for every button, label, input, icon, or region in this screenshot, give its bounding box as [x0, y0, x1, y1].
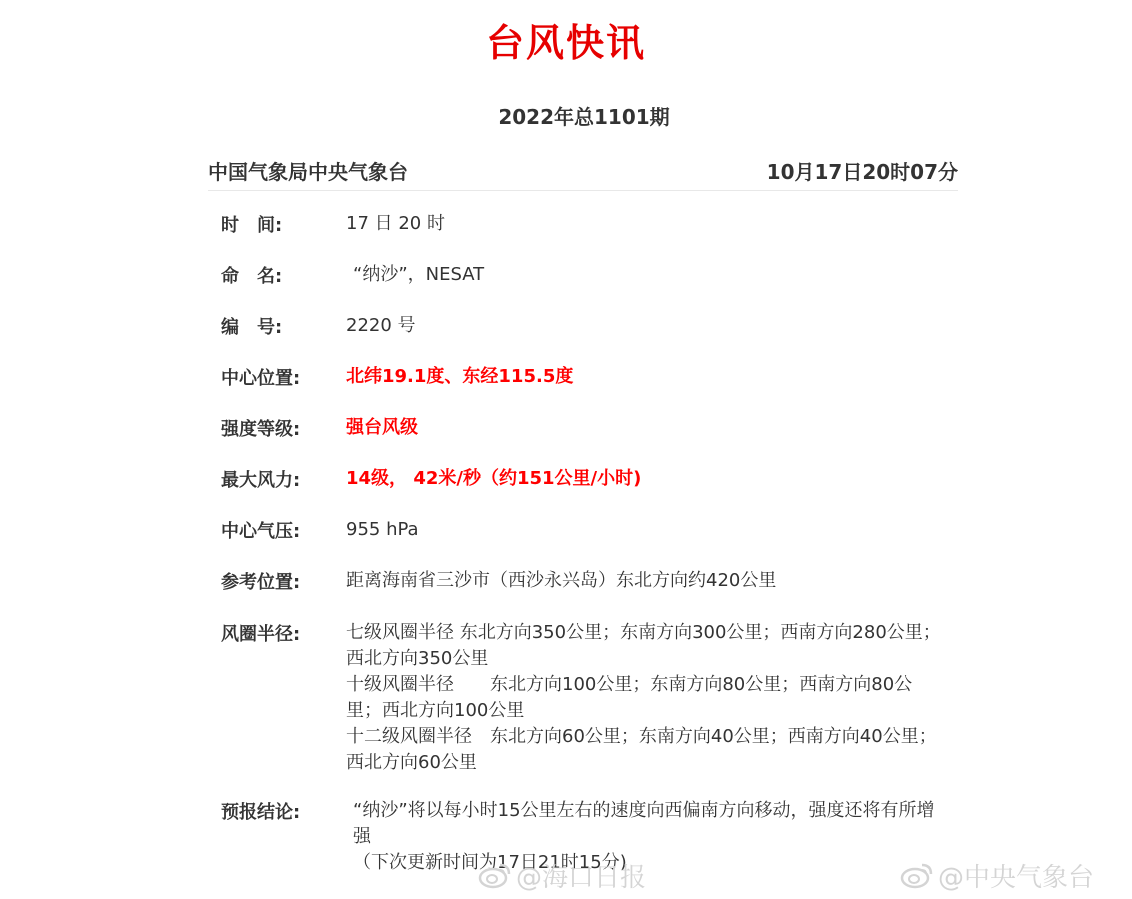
header-divider	[208, 190, 958, 191]
agency-name: 中国气象局中央气象台	[208, 160, 408, 184]
intensity-value: 强台风级	[346, 417, 418, 438]
reference-label: 参考位置:	[221, 572, 301, 593]
issue-number: 2022年总1101期	[498, 105, 670, 129]
radius-label: 风圈半径:	[221, 624, 301, 645]
max-wind-label: 最大风力:	[221, 470, 301, 491]
intensity-label: 强度等级:	[221, 419, 301, 440]
center-label: 中心位置:	[221, 368, 301, 389]
watermark-haikou-text: @海口日报	[516, 863, 647, 893]
max-wind-value: 14级， 42米/秒（约151公里/小时)	[346, 468, 642, 489]
time-value: 17 日 20 时	[346, 213, 445, 234]
pressure-label: 中心气压:	[221, 521, 301, 542]
reference-value: 距离海南省三沙市（西沙永兴岛）东北方向约420公里	[346, 570, 777, 591]
radius-line-12: 十二级风圈半径 东北方向60公里；东南方向40公里；西南方向40公里；西北方向60公里	[346, 726, 937, 773]
pressure-value: 955 hPa	[346, 519, 419, 540]
watermark-haikou	[478, 857, 646, 896]
radius-value	[346, 620, 941, 776]
next-update-text: （下次更新时间为17日21时15分)	[353, 852, 627, 873]
radius-line-7: 七级风圈半径 东北方向350公里；东南方向300公里；西南方向280公里；西北方向350公里	[346, 622, 941, 669]
center-value: 北纬19.1度、东经115.5度	[346, 366, 574, 387]
watermark-cma-text: @中央气象台	[938, 863, 1095, 893]
weibo-icon	[478, 861, 512, 896]
forecast-label: 预报结论:	[221, 802, 301, 823]
number-value: 2220 号	[346, 315, 416, 336]
page-title: 台风快讯	[485, 21, 646, 65]
time-label: 时 间:	[221, 215, 283, 236]
forecast-text: “纳沙”将以每小时15公里左右的速度向西偏南方向移动，强度还将有所增强	[353, 800, 935, 847]
weibo-icon	[900, 861, 934, 896]
name-value: “纳沙”，NESAT	[353, 264, 485, 285]
name-label: 命 名:	[221, 266, 283, 287]
issue-time: 10月17日20时07分	[766, 160, 958, 184]
number-label: 编 号:	[221, 317, 283, 338]
forecast-value	[353, 798, 948, 876]
radius-line-10: 十级风圈半径 东北方向100公里；东南方向80公里；西南方向80公里；西北方向100公里	[346, 674, 913, 721]
watermark-cma	[900, 857, 1094, 896]
